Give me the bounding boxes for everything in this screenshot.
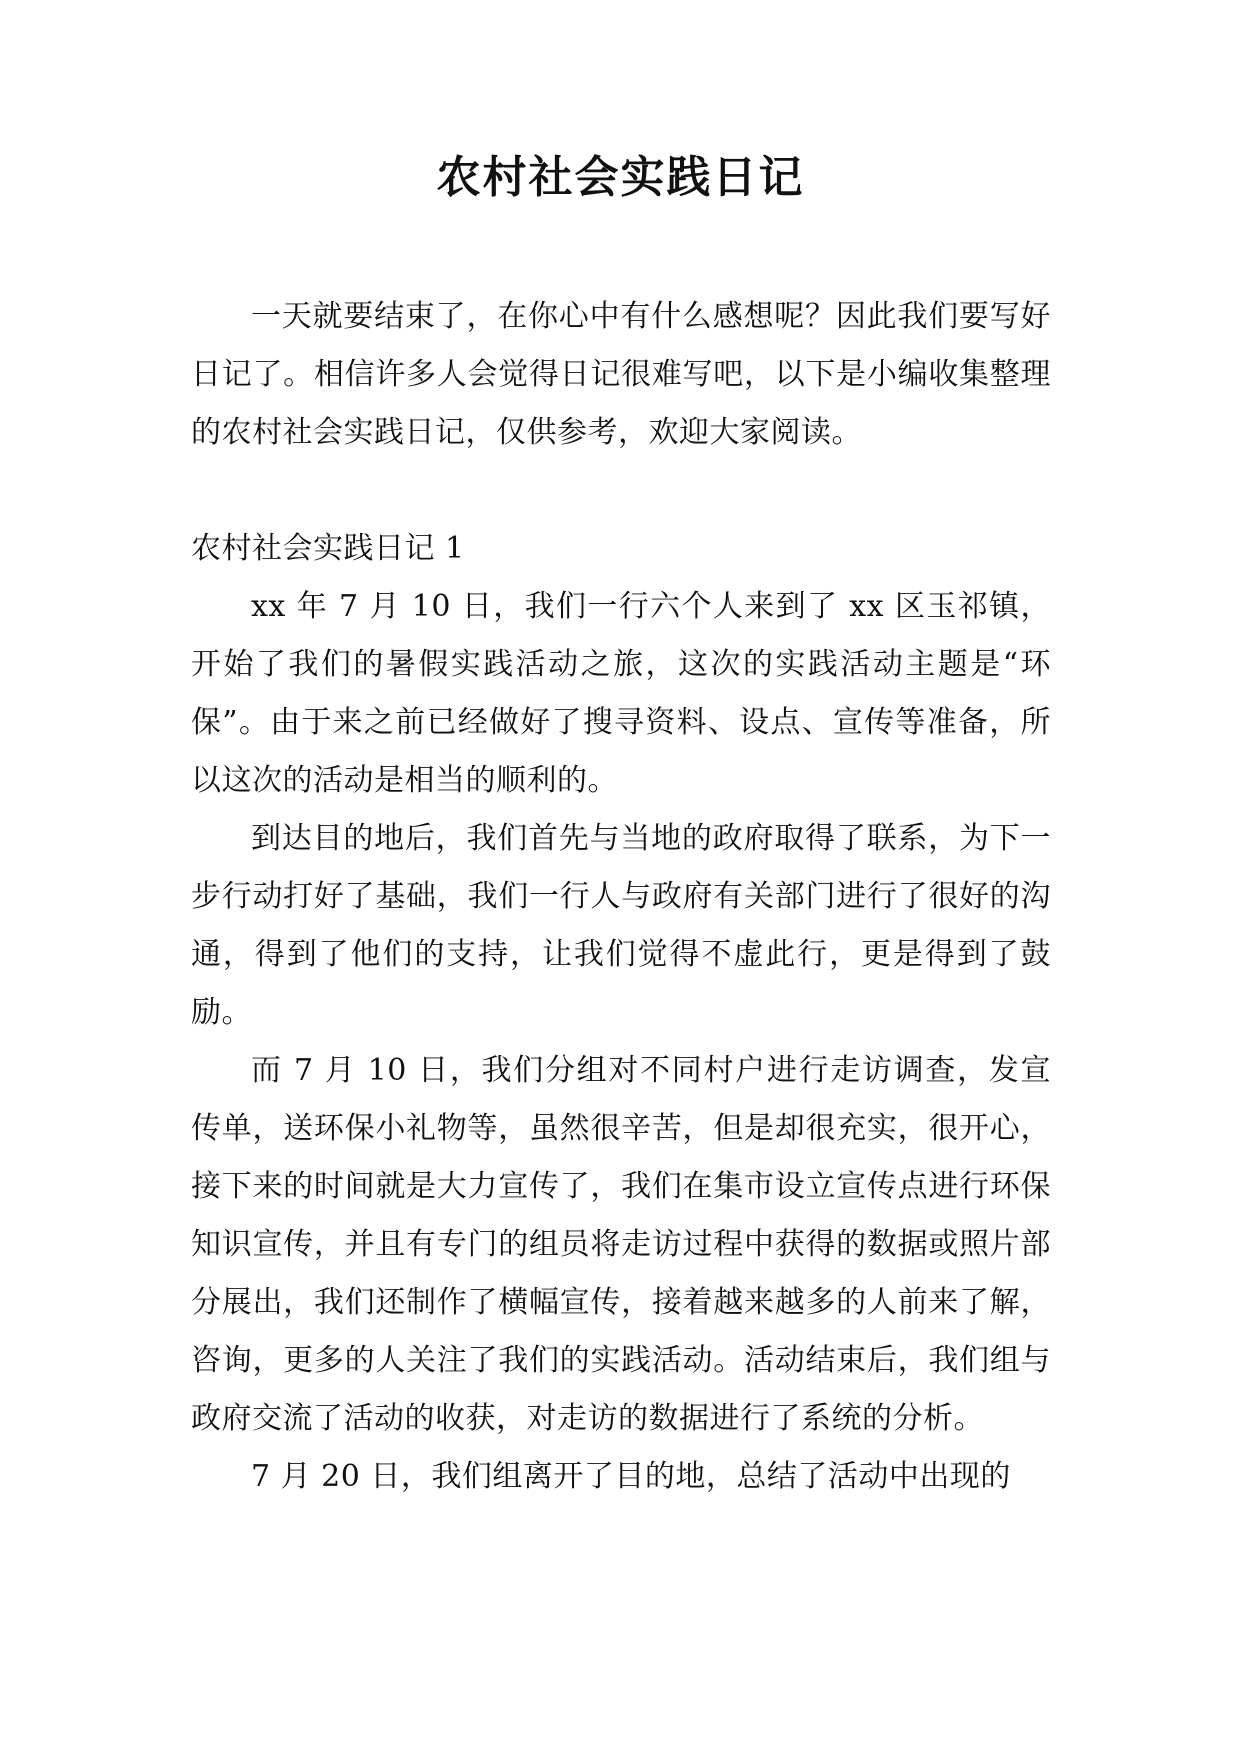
body-paragraph: 到达目的地后，我们首先与当地的政府取得了联系，为下一步行动打好了基础，我们一行人与政府有关部门进行了很好的沟通，得到了他们的支持，让我们觉得不虚此行，更是得到了鼓励。 bbox=[191, 821, 1051, 1030]
body-paragraph: 7 月 20 日，我们组离开了目的地，总结了活动中出现的 bbox=[251, 1459, 1011, 1494]
body-paragraph: xx 年 7 月 10 日，我们一行六个人来到了 xx 区玉祁镇，开始了我们的暑假实践活动之旅，这次的实践活动主题是“环保”。由于来之前已经做好了搜寻资料、设点、宣传等准备，所以这次的活动是相当的顺利的。 bbox=[191, 589, 1051, 798]
document-title: 农村社会实践日记 bbox=[436, 152, 805, 203]
document-body bbox=[191, 288, 1051, 1506]
intro-paragraph: 一天就要结束了，在你心中有什么感想呢？因此我们要写好日记了。相信许多人会觉得日记很难写吧，以下是小编收集整理的农村社会实践日记，仅供参考，欢迎大家阅读。 bbox=[191, 299, 1051, 450]
section-heading: 农村社会实践日记 1 bbox=[191, 531, 465, 566]
body-paragraph: 而 7 月 10 日，我们分组对不同村户进行走访调查，发宣传单，送环保小礼物等，虽然很辛苦，但是却很充实，很开心，接下来的时间就是大力宣传了，我们在集市设立宣传点进行环保知识宣传，并且有专门的组员将走访过程中获得的数据或照片部分展出，我们还制作了横幅宣传，接着越来越多的人前来了解，咨询，更多的人关注了我们的实践活动。活动结束后，我们组与政府交流了活动的收获，对走访的数据进行了系统的分析。 bbox=[191, 1053, 1051, 1436]
